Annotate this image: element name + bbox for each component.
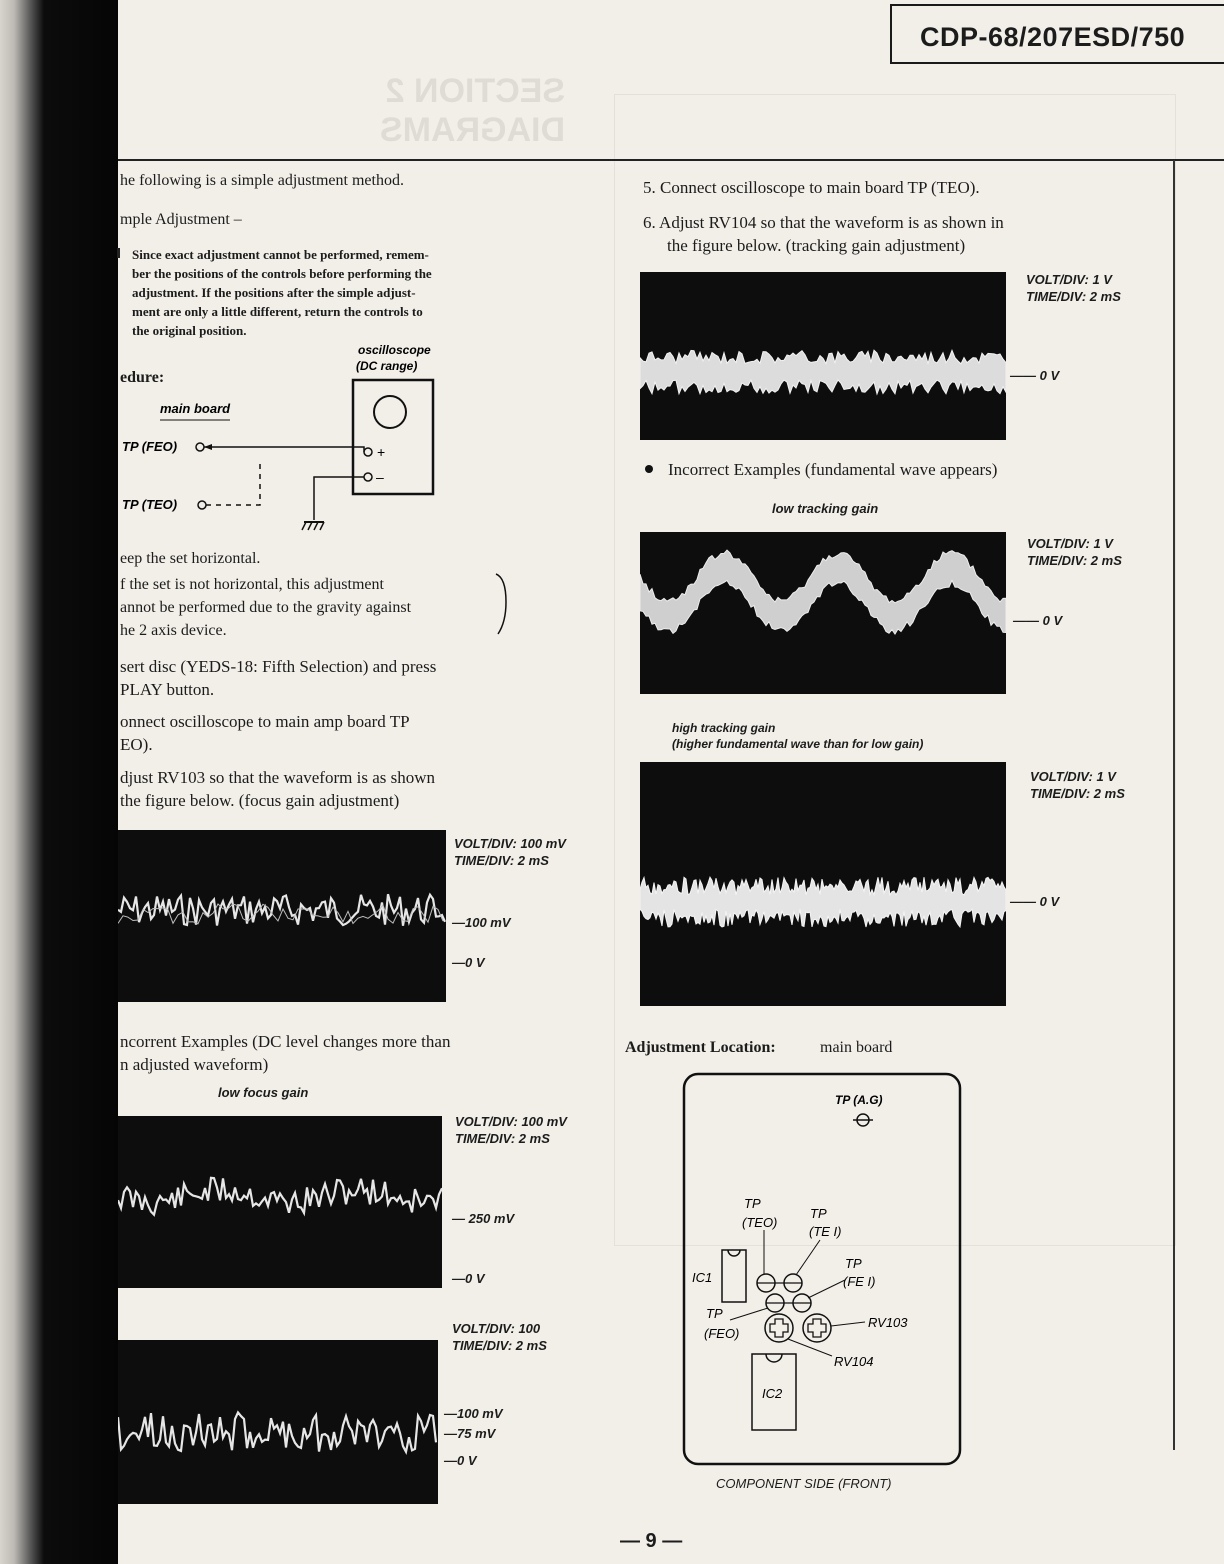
level-marker: —— 0 V — [1010, 368, 1060, 383]
level-label: 0 V — [1039, 368, 1060, 383]
board-outline — [684, 1074, 960, 1464]
level-label: 250 mV — [468, 1211, 515, 1226]
level-marker: —— 0 V — [1013, 613, 1063, 628]
incorrect-line: ncorrent Examples (DC level changes more than — [120, 1032, 451, 1051]
step3-line: onnect oscilloscope to main amp board TP — [120, 712, 410, 731]
oscilloscope-label: oscilloscope — [358, 343, 431, 357]
probe-wire-feo — [204, 447, 364, 452]
level-label: 0 V — [457, 1453, 477, 1468]
step5-text: 5. Connect oscilloscope to main board TP (TEO). — [643, 178, 980, 197]
step6-text — [643, 211, 1004, 257]
level-label: 75 mV — [457, 1426, 496, 1441]
volt-div-label: VOLT/DIV: 100 mV — [454, 836, 566, 851]
step1-text: eep the set horizontal. — [120, 550, 261, 567]
ic1-label: IC1 — [692, 1270, 713, 1285]
level-label: 0 V — [465, 1271, 485, 1286]
tp-teo-label: TP (TEO) — [122, 497, 178, 512]
level-label: 100 mV — [465, 915, 511, 930]
tp-tei-line2: (TE I) — [809, 1224, 842, 1239]
high-tracking-scope-settings — [1030, 768, 1125, 802]
level-label: 0 V — [465, 955, 485, 970]
tp-feo-label: TP (FEO) — [122, 439, 178, 454]
tp-fei-line2: (FE I) — [843, 1274, 876, 1289]
tp-tei-line1: TP — [810, 1206, 827, 1221]
low-tracking-scope-settings — [1027, 535, 1122, 569]
level-marker: — 250 mV — [452, 1211, 515, 1226]
caution-line: ment are only a little different, return the controls to — [132, 304, 423, 319]
step6-line: 6. Adjust RV104 so that the waveform is as shown in — [643, 213, 1004, 232]
low-focus-waveform-photo — [118, 1116, 442, 1288]
low-focus-caption: low focus gain — [218, 1085, 309, 1100]
high-focus-waveform-photo — [118, 1340, 438, 1504]
step3-text — [120, 710, 410, 756]
board-caption: COMPONENT SIDE (FRONT) — [716, 1476, 892, 1491]
level-marker: —75 mV — [444, 1426, 496, 1441]
bleedthrough-text: SECTION 2 DIAGRAMS — [380, 72, 566, 149]
rv104-label: RV104 — [834, 1354, 874, 1369]
page-binding-shadow — [0, 0, 118, 1564]
board-diagram — [680, 1070, 970, 1500]
note-line: f the set is not horizontal, this adjustment — [120, 576, 384, 593]
column-rule — [1173, 160, 1175, 1450]
tp-teo-line2: (TEO) — [742, 1215, 778, 1230]
note-bracket — [494, 572, 514, 638]
level-label: 0 V — [1042, 613, 1063, 628]
tracking-waveform-photo — [640, 272, 1006, 440]
level-marker: —0 V — [444, 1453, 477, 1468]
volt-div-label: VOLT/DIV: 100 — [452, 1321, 541, 1336]
step4-text — [120, 766, 435, 812]
volt-div-label: VOLT/DIV: 1 V — [1030, 769, 1116, 784]
level-marker: —0 V — [452, 1271, 485, 1286]
caution-line: adjustment. If the positions after the simple adjust- — [132, 285, 416, 300]
level-marker: —— 0 V — [1010, 894, 1060, 909]
volt-div-label: VOLT/DIV: 1 V — [1027, 536, 1113, 551]
high-tracking-caption — [672, 720, 923, 752]
probe-wire-teo — [206, 460, 260, 505]
procedure-heading: edure: — [120, 369, 165, 386]
note-line: he 2 axis device. — [120, 622, 227, 639]
focus-waveform-photo — [118, 830, 446, 1002]
plus-terminal: + — [377, 444, 386, 460]
rv104-pot — [765, 1314, 793, 1342]
minus-terminal: – — [376, 469, 384, 485]
tp-fei-line1: TP — [845, 1256, 862, 1271]
incorrect-line: n adjusted waveform) — [120, 1055, 269, 1074]
section-rule — [118, 159, 1224, 161]
tracking-scope-settings — [1026, 271, 1121, 305]
tp-teo-line1: TP — [744, 1196, 761, 1211]
tp-feo-line2: (FEO) — [704, 1326, 740, 1341]
volt-div-label: VOLT/DIV: 100 mV — [455, 1114, 567, 1129]
step2-line: sert disc (YEDS-18: Fifth Selection) and press — [120, 657, 437, 676]
step6-line: the figure below. (tracking gain adjustment) — [667, 236, 966, 255]
level-marker: —0 V — [452, 955, 485, 970]
high-focus-scope-settings — [452, 1320, 547, 1354]
caution-mark — [117, 248, 120, 258]
bullet-icon — [645, 465, 653, 473]
level-marker: —100 mV — [444, 1406, 503, 1421]
main-board-label: main board — [160, 401, 231, 416]
ic1-chip — [722, 1250, 746, 1302]
high-tracking-waveform-photo — [640, 762, 1006, 1006]
volt-div-label: VOLT/DIV: 1 V — [1026, 272, 1112, 287]
page-number: — 9 — — [620, 1530, 683, 1552]
time-div-label: TIME/DIV: 2 mS — [455, 1131, 550, 1146]
adjustment-location-value: main board — [820, 1039, 893, 1056]
note-line: annot be performed due to the gravity against — [120, 599, 412, 616]
adjustment-location-label: Adjustment Location: — [625, 1039, 776, 1056]
rv103-pot — [803, 1314, 831, 1342]
model-number: CDP-68/207ESD/750 — [920, 22, 1186, 52]
tp-ag-label: TP (A.G) — [835, 1093, 883, 1107]
connection-diagram — [118, 340, 458, 540]
ic2-label: IC2 — [762, 1386, 783, 1401]
ground-wire — [314, 477, 364, 520]
caution-line: the original position. — [132, 323, 247, 338]
oscilloscope-screen — [374, 396, 406, 428]
step2-line: PLAY button. — [120, 680, 215, 699]
dc-range-label: (DC range) — [356, 359, 418, 373]
step2-text — [120, 655, 436, 701]
caption-line: high tracking gain — [672, 721, 776, 735]
intro-text: he following is a simple adjustment method. — [120, 172, 404, 189]
rv103-label: RV103 — [868, 1315, 908, 1330]
incorrect-examples-left — [120, 1030, 450, 1076]
step1-note — [120, 573, 411, 642]
time-div-label: TIME/DIV: 2 mS — [1026, 289, 1121, 304]
step4-line: djust RV103 so that the waveform is as shown — [120, 768, 435, 787]
time-div-label: TIME/DIV: 2 mS — [1030, 786, 1125, 801]
level-marker: —100 mV — [452, 915, 511, 930]
simple-adjustment-title: mple Adjustment – — [120, 211, 242, 228]
time-div-label: TIME/DIV: 2 mS — [452, 1338, 547, 1353]
level-label: 0 V — [1039, 894, 1060, 909]
focus-scope-settings — [454, 835, 566, 869]
incorrect-examples-right: Incorrect Examples (fundamental wave appears) — [668, 460, 998, 479]
tp-feo-line1: TP — [706, 1306, 723, 1321]
caution-note — [132, 245, 432, 340]
level-label: 100 mV — [457, 1406, 503, 1421]
step3-line: EO). — [120, 735, 153, 754]
step4-line: the figure below. (focus gain adjustment) — [120, 791, 400, 810]
low-focus-scope-settings — [455, 1113, 567, 1147]
caution-line: ber the positions of the controls before performing the — [132, 266, 432, 281]
time-div-label: TIME/DIV: 2 mS — [1027, 553, 1122, 568]
time-div-label: TIME/DIV: 2 mS — [454, 853, 549, 868]
caption-line: (higher fundamental wave than for low gain) — [672, 737, 924, 751]
low-tracking-caption: low tracking gain — [772, 501, 879, 516]
low-tracking-waveform-photo — [640, 532, 1006, 694]
caution-line: Since exact adjustment cannot be performed, remem- — [132, 247, 429, 262]
